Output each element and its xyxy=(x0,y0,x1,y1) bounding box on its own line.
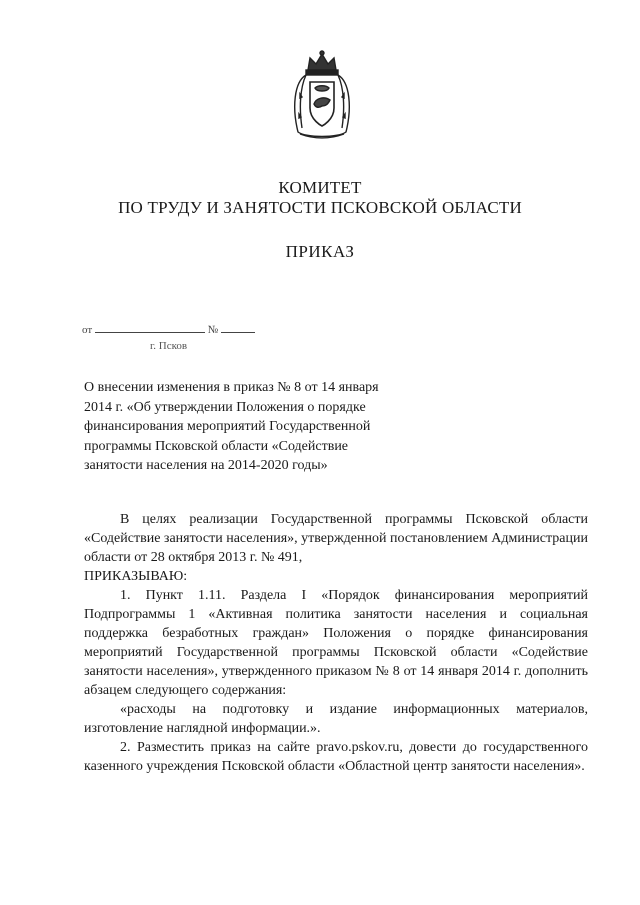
document-type-title: ПРИКАЗ xyxy=(285,242,355,261)
organization-line-2: ПО ТРУДУ И ЗАНЯТОСТИ ПСКОВСКОЙ ОБЛАСТИ xyxy=(118,198,522,217)
city-label: г. Псков xyxy=(150,340,188,352)
number-blank xyxy=(221,322,255,333)
order-item-1-quote: «расходы на подготовку и издание информационных материалов, изготовление наглядной информации.». xyxy=(84,702,588,736)
organization-line-1: КОМИТЕТ xyxy=(278,178,362,197)
subject-line: 2014 г. «Об утверждении Положения о порядке xyxy=(84,399,366,415)
order-word: ПРИКАЗЫВАЮ: xyxy=(84,569,188,584)
preamble-paragraph: В целях реализации Государственной программы Псковской области «Содействие занятости населения», утвержденной постановлением Администрации области от 28 октября 2013 г. № 491, xyxy=(84,512,588,565)
subject-line: О внесении изменения в приказ № 8 от 14 января xyxy=(84,380,379,395)
subject-line: финансирования мероприятий Государственной xyxy=(84,419,371,434)
order-item-2: 2. Разместить приказ на сайте pravo.pskov.ru, довести до государственного казенного учреждения Псковской области «Областной центр занятости населения». xyxy=(84,740,588,774)
coat-of-arms-emblem xyxy=(286,48,358,144)
document-body xyxy=(84,510,588,776)
registration-line xyxy=(82,322,255,336)
subject-line: занятости населения на 2014-2020 годы» xyxy=(84,458,328,473)
subject-line: программы Псковской области «Содействие xyxy=(84,438,349,454)
organization-name xyxy=(0,178,640,218)
document-subject xyxy=(84,378,414,476)
number-label: № xyxy=(207,324,219,336)
order-item-1: 1. Пункт 1.11. Раздела I «Порядок финансирования мероприятий Подпрограммы 1 «Активная политика занятости населения и социальная поддержка безработных граждан» Положения о порядке финансирования мероприятий Государственной программы Псковской области «Содействие занятости населения», утвержденного приказом № 8 от 14 января 2014 г. дополнить абзацем следующего содержания: xyxy=(84,588,588,698)
date-blank xyxy=(95,322,205,333)
date-label: от xyxy=(82,324,93,336)
